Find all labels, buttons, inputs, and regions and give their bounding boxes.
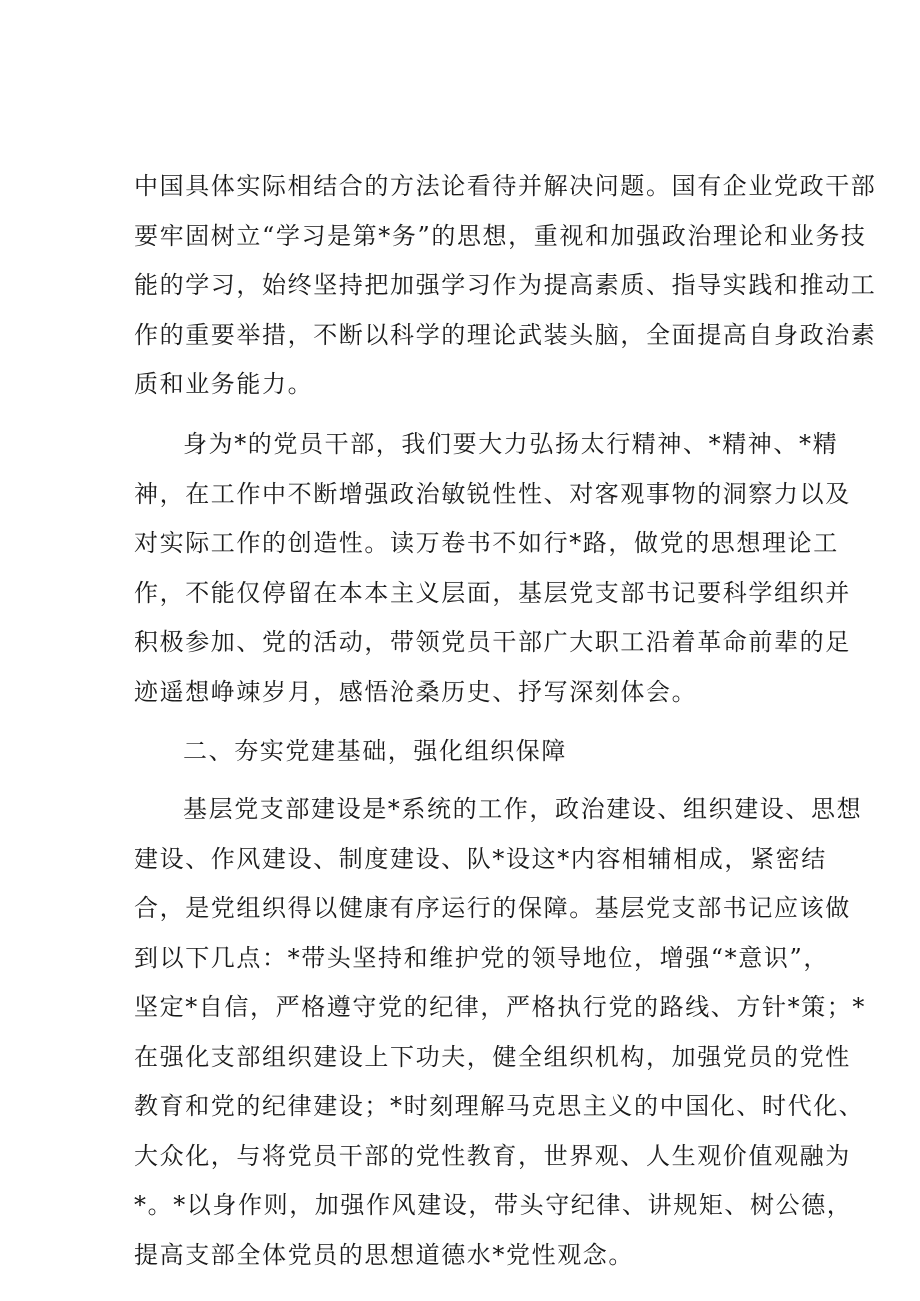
text-line: 建设、作风建设、制度建设、队*设这*内容相辅相成，紧密结 — [134, 845, 827, 873]
text-line: 作的重要举措，不断以科学的理论武装头脑，全面提高自身政治素 — [134, 321, 877, 349]
text-line: 质和业务能力。 — [134, 370, 314, 398]
text-line: 神，在工作中不断增强政治敏锐性性、对客观事物的洞察力以及 — [134, 480, 851, 508]
text-line: 对实际工作的创造性。读万卷书不如行*路，做党的思想理论工 — [134, 529, 839, 557]
text-line: 提高支部全体党员的思想道德水*党性观念。 — [134, 1241, 634, 1269]
text-line: *。*以身作则，加强作风建设，带头守纪律、讲规矩、树公德， — [134, 1191, 853, 1219]
section-heading: 二、夯实党建基础，强化组织保障 — [183, 737, 567, 765]
text-line: 坚定*自信，严格遵守党的纪律，严格执行党的路线、方针*策；* — [134, 993, 866, 1021]
text-line: 教育和党的纪律建设；*时刻理解马克思主义的中国化、时代化、 — [134, 1092, 865, 1120]
text-line: 大众化，与将党员干部的党性教育，世界观、人生观价值观融为 — [134, 1142, 851, 1170]
text-line: 能的学习，始终坚持把加强学习作为提高素质、指导实践和推动工 — [134, 271, 877, 299]
text-line: 作，不能仅停留在本本主义层面，基层党支部书记要科学组织并 — [134, 579, 851, 607]
text-line: 迹遥想峥竦岁月，感悟沧桑历史、抒写深刻体会。 — [134, 678, 698, 706]
text-line: 合，是党组织得以健康有序运行的保障。基层党支部书记应该做 — [134, 894, 851, 922]
text-line: 身为*的党员干部，我们要大力弘扬太行精神、*精神、*精 — [183, 430, 839, 458]
text-line: 到以下几点：*带头坚持和维护党的领导地位，增强“*意识”， — [134, 944, 829, 972]
text-line: 在强化支部组织建设上下功夫，健全组织机构，加强党员的党性 — [134, 1043, 851, 1071]
text-line: 基层党支部建设是*系统的工作，政治建设、组织建设、思想 — [183, 795, 863, 823]
text-line: 中国具体实际相结合的方法论看待并解决问题。国有企业党政干部 — [134, 172, 877, 200]
text-line: 要牢固树立“学习是第*务”的思想，重视和加强政治理论和业务技 — [134, 222, 867, 250]
text-line: 积极参加、党的活动，带领党员干部广大职工沿着革命前辈的足 — [134, 628, 851, 656]
